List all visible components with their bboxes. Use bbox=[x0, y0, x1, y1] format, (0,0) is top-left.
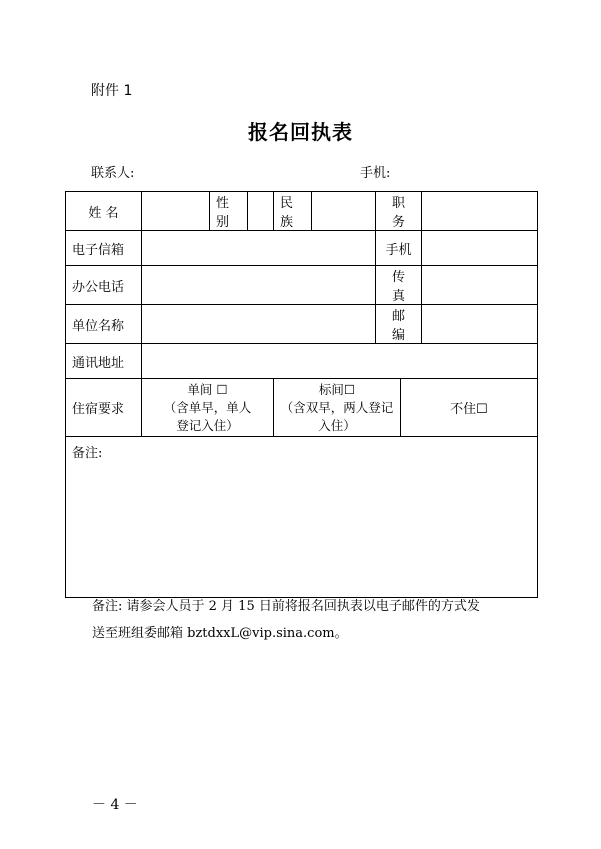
standard-room-label: 标间☐ bbox=[318, 381, 356, 397]
address-label: 通讯地址 bbox=[66, 344, 142, 379]
ethnicity-label: 民族 bbox=[274, 192, 312, 231]
single-room-note-1: （含单早，单人 bbox=[163, 399, 252, 415]
standard-room-note-1: （含双早，两人登记 bbox=[280, 399, 394, 415]
single-room-label: 单间 ☐ bbox=[187, 381, 228, 397]
single-room-option[interactable] bbox=[142, 379, 274, 437]
page-title: 报名回执表 bbox=[248, 120, 353, 144]
phone-label: 手机: bbox=[360, 166, 391, 181]
standard-room-note-2: 入住） bbox=[318, 417, 356, 433]
position-field[interactable] bbox=[422, 192, 538, 231]
office-phone-field[interactable] bbox=[142, 266, 376, 305]
name-label: 姓 名 bbox=[66, 192, 142, 231]
gender-field[interactable] bbox=[248, 192, 274, 231]
org-name-label: 单位名称 bbox=[66, 305, 142, 344]
address-field[interactable] bbox=[142, 344, 538, 379]
attachment-label: 附件 1 bbox=[91, 83, 133, 99]
postcode-label: 邮 编 bbox=[376, 305, 422, 344]
name-field[interactable] bbox=[142, 192, 210, 231]
position-label: 职 务 bbox=[376, 192, 422, 231]
gender-label: 性别 bbox=[210, 192, 248, 231]
fax-field[interactable] bbox=[422, 266, 538, 305]
remarks-label: 备注: bbox=[72, 446, 103, 461]
remarks-field[interactable] bbox=[66, 437, 538, 598]
single-room-note-2: 登记入住） bbox=[176, 417, 239, 433]
page-number: － 4 － bbox=[92, 797, 138, 813]
mobile-field[interactable] bbox=[422, 231, 538, 266]
mobile-label: 手机 bbox=[376, 231, 422, 266]
postcode-field[interactable] bbox=[422, 305, 538, 344]
org-name-field[interactable] bbox=[142, 305, 376, 344]
email-field[interactable] bbox=[142, 231, 376, 266]
lodging-label: 住宿要求 bbox=[66, 379, 142, 437]
no-stay-option[interactable]: 不住☐ bbox=[401, 379, 538, 437]
email-label: 电子信箱 bbox=[66, 231, 142, 266]
footnote-line-2: 送至班组委邮箱 bztdxxL@vip.sina.com。 bbox=[92, 626, 348, 641]
fax-label: 传 真 bbox=[376, 266, 422, 305]
standard-room-option[interactable] bbox=[274, 379, 401, 437]
registration-form-table bbox=[65, 191, 538, 598]
contact-label: 联系人: bbox=[91, 166, 135, 181]
footnote-line-1: 备注: 请参会人员于 2 月 15 日前将报名回执表以电子邮件的方式发 bbox=[92, 599, 480, 614]
ethnicity-field[interactable] bbox=[312, 192, 376, 231]
office-phone-label: 办公电话 bbox=[66, 266, 142, 305]
